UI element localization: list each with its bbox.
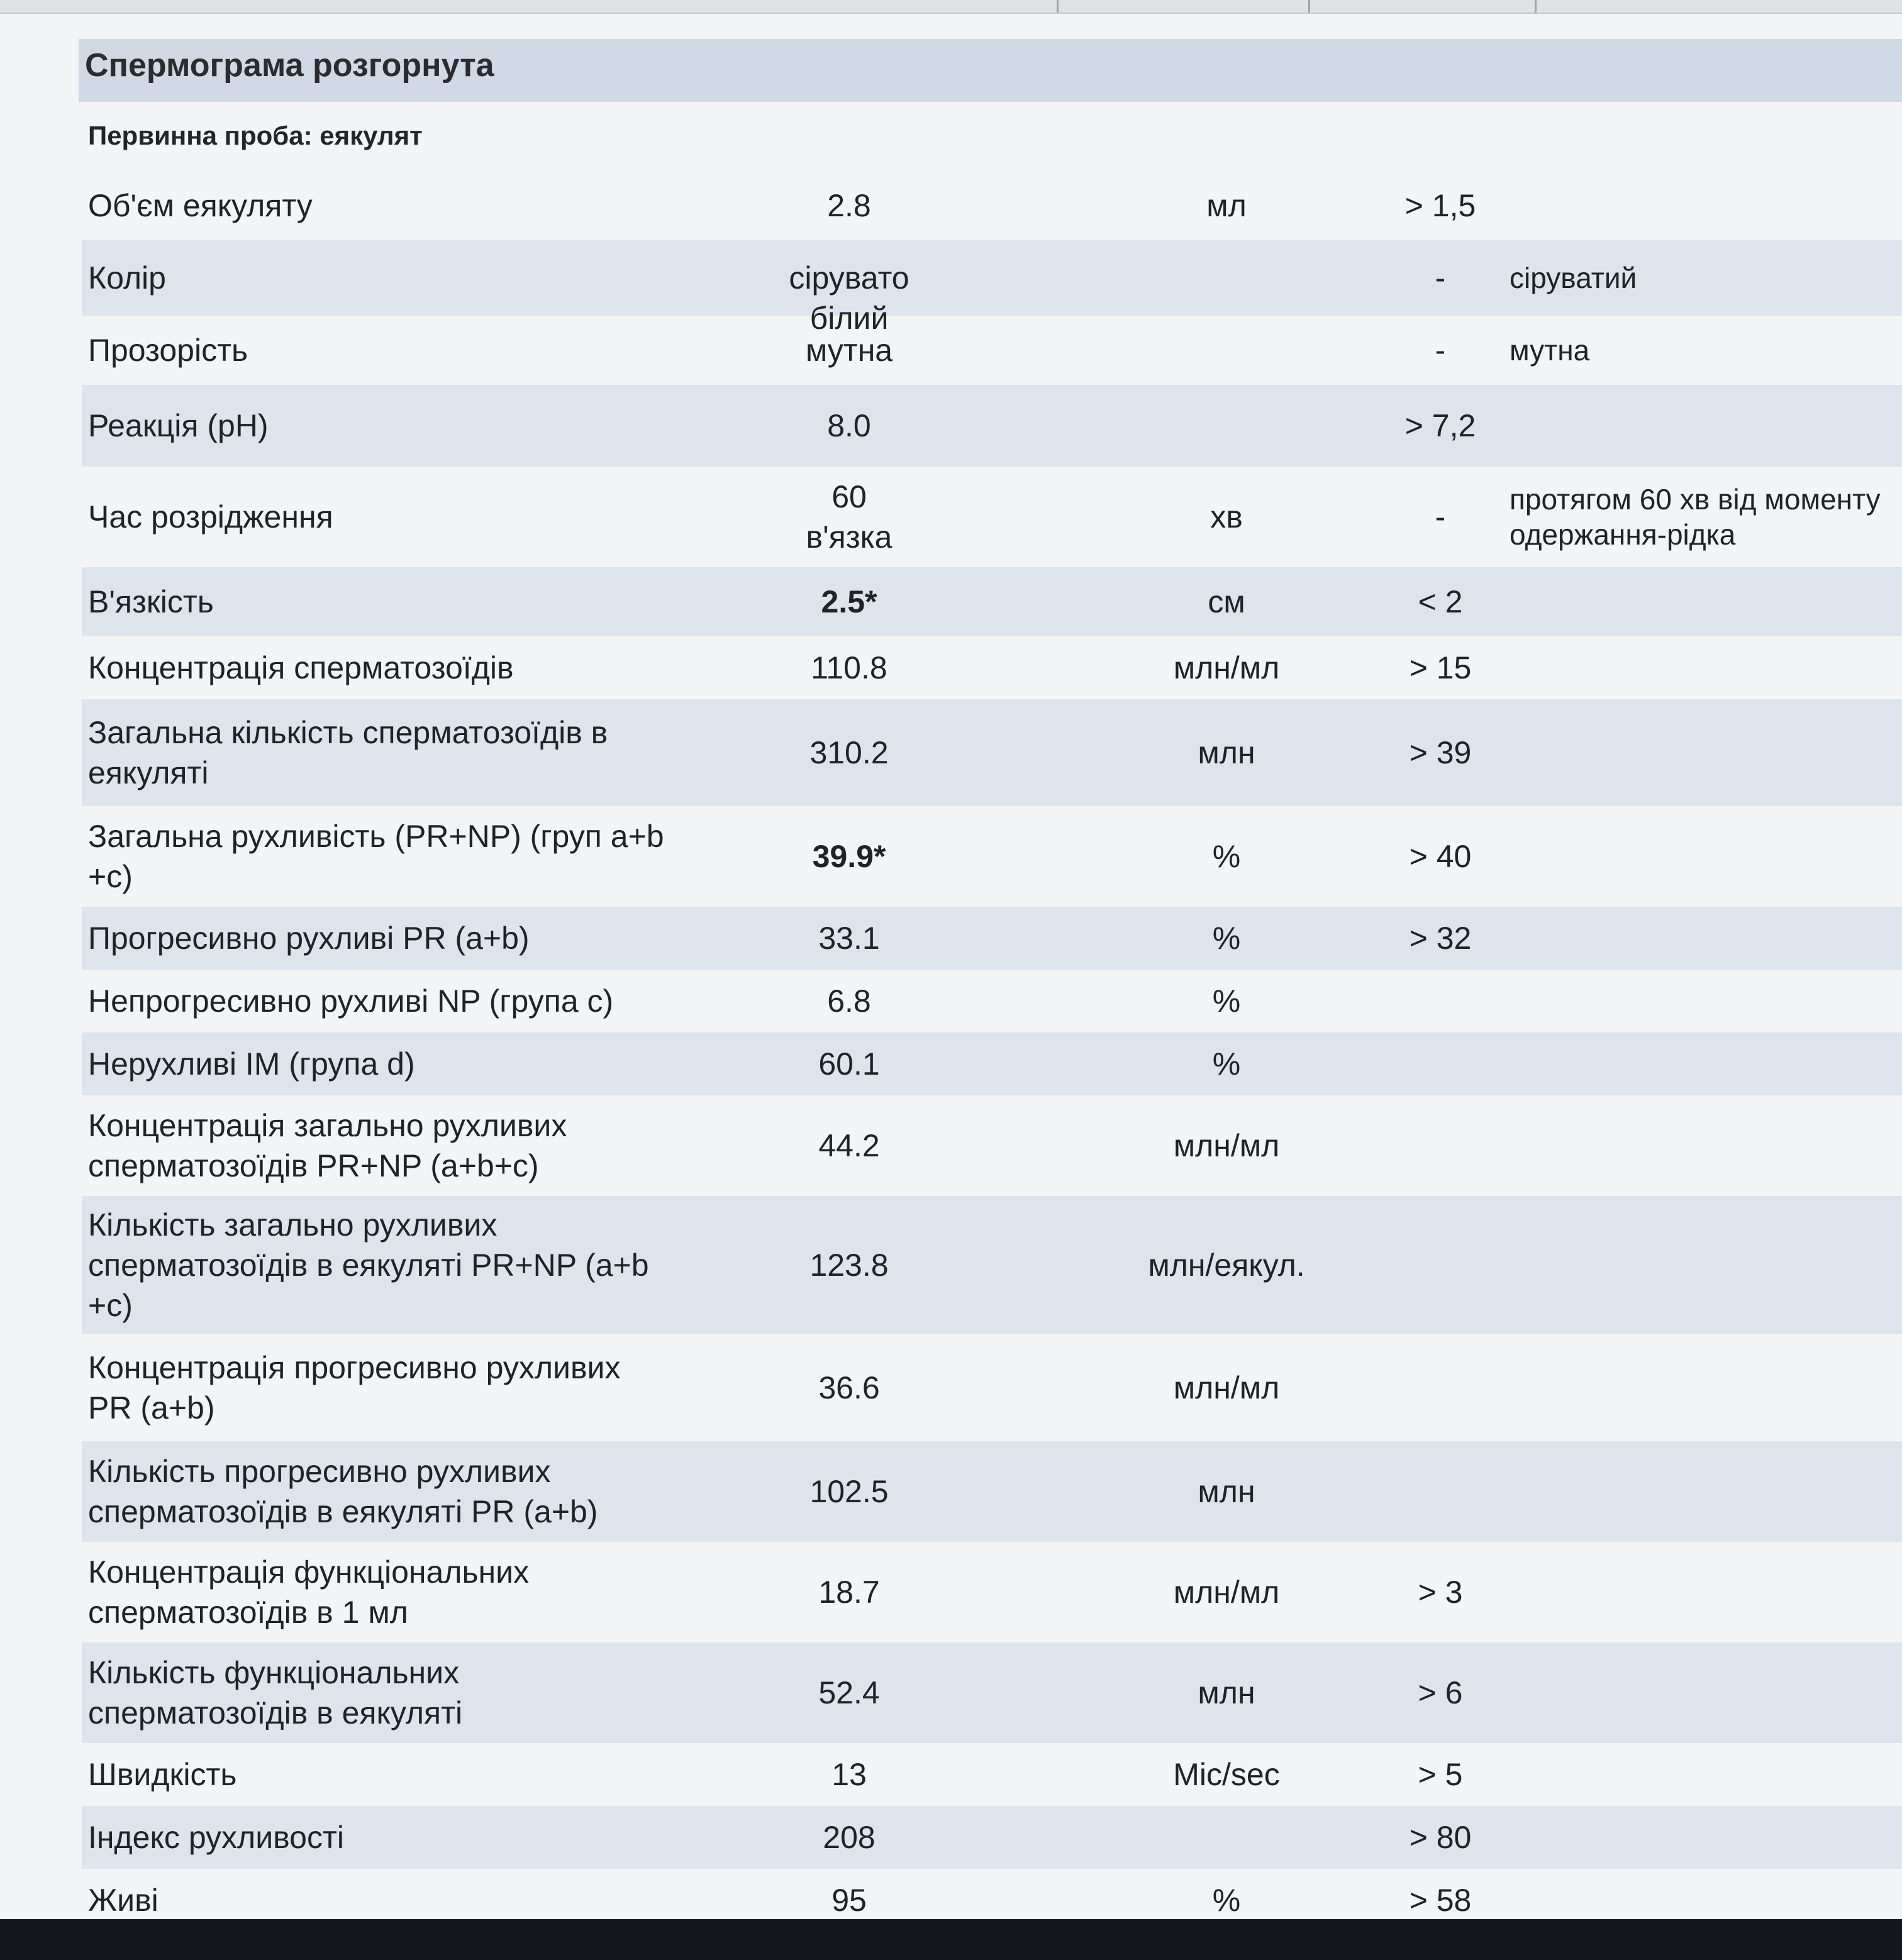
result-value: 44.2: [818, 1128, 880, 1163]
reference-range: -: [1435, 333, 1446, 368]
result-value: 36.6: [818, 1370, 880, 1405]
table-row: [82, 1033, 1902, 1095]
reference-range: > 40: [1409, 839, 1472, 874]
reference-note: мутна: [1510, 334, 1590, 367]
reference-range: > 1,5: [1404, 188, 1476, 223]
table-row: [82, 1806, 1902, 1869]
parameter-name: Концентрація сперматозоїдів: [88, 650, 514, 685]
sample-label: Первинна проба: еякулят: [88, 121, 423, 150]
reference-range: > 39: [1409, 735, 1472, 770]
unit: млн: [1198, 1474, 1255, 1509]
parameter-name: Час розрідження: [88, 499, 333, 534]
table-row: [82, 1441, 1902, 1542]
parameter-name: Реакція (pH): [88, 408, 269, 443]
unit: %: [1212, 921, 1241, 956]
table-row: [82, 970, 1902, 1033]
result-value: 52.4: [818, 1675, 880, 1710]
table-row: [82, 636, 1902, 699]
result-value: сірувато білий: [789, 260, 909, 336]
table-row: [82, 171, 1902, 240]
result-value: 6.8: [827, 983, 871, 1019]
unit: млн: [1198, 735, 1255, 770]
table-row: [82, 699, 1902, 806]
parameter-name: Загальна рухливість (PR+NP) (груп a+b +c): [88, 819, 664, 894]
parameter-name: Непрогресивно рухливі NP (група c): [88, 983, 614, 1019]
reference-range: -: [1435, 499, 1446, 534]
parameter-name: Кількість функціональних сперматозоїдів в еякуляті: [88, 1655, 463, 1730]
unit: млн/еякул.: [1148, 1248, 1305, 1283]
reference-range: < 2: [1418, 584, 1463, 619]
result-value: 102.5: [809, 1474, 889, 1509]
parameter-name: Прозорість: [88, 333, 248, 368]
reference-range: > 58: [1409, 1883, 1472, 1918]
table-row: [82, 1196, 1902, 1334]
parameter-name: Прогресивно рухливі PR (a+b): [88, 921, 530, 956]
result-value: 110.8: [811, 650, 887, 685]
report-sheet: [0, 14, 1902, 1919]
parameter-name: Колір: [88, 260, 166, 296]
result-value: 8.0: [827, 408, 871, 443]
table-row: [82, 567, 1902, 636]
parameter-name: Загальна кількість сперматозоїдів в еякуляті: [88, 715, 608, 790]
parameter-name: Концентрація прогресивно рухливих PR (a+b): [88, 1350, 621, 1426]
unit: мл: [1206, 188, 1247, 223]
reference-note: протягом 60 хв від моменту одержання-рідка: [1510, 483, 1881, 551]
report-title: Спермограма розгорнута: [85, 47, 494, 84]
unit: %: [1212, 1046, 1241, 1082]
unit: %: [1212, 1883, 1241, 1918]
result-value: 123.8: [809, 1248, 889, 1283]
column-divider: [1308, 0, 1310, 13]
table-row: [82, 1334, 1902, 1441]
table-row: [82, 1542, 1902, 1642]
table-row: [82, 467, 1902, 567]
result-value: 208: [823, 1820, 876, 1855]
top-border: [0, 0, 1902, 14]
parameter-name: В'язкість: [88, 584, 214, 619]
parameter-name: Об'єм еякуляту: [88, 188, 313, 223]
unit: %: [1212, 839, 1241, 874]
parameter-name: Нерухливі IM (група d): [88, 1046, 415, 1082]
result-value: 2.8: [827, 188, 871, 223]
parameter-name: Кількість прогресивно рухливих сперматозоїдів в еякуляті PR (a+b): [88, 1454, 598, 1529]
table-row: [82, 316, 1902, 385]
unit: млн/мл: [1173, 1128, 1280, 1163]
reference-range: > 80: [1409, 1820, 1472, 1855]
result-value: 2.5*: [821, 584, 877, 619]
reference-range: -: [1435, 260, 1446, 296]
parameter-name: Концентрація загально рухливих сперматозоїдів PR+NP (a+b+c): [88, 1108, 567, 1183]
result-value: 39.9*: [812, 839, 886, 874]
result-value: 310.2: [809, 735, 889, 770]
screen-bezel: [0, 1919, 1902, 1960]
unit: млн/мл: [1173, 650, 1280, 685]
unit: %: [1212, 983, 1241, 1019]
result-value: 60.1: [818, 1046, 880, 1082]
column-divider: [1057, 0, 1059, 13]
reference-note: сіруватий: [1510, 262, 1637, 294]
result-value: 33.1: [818, 921, 880, 956]
result-value: 95: [831, 1883, 867, 1918]
reference-range: > 32: [1409, 921, 1472, 956]
parameter-name: Концентрація функціональних сперматозоїдів в 1 мл: [88, 1554, 530, 1630]
parameter-name: Кількість загально рухливих сперматозоїдів в еякуляті PR+NP (a+b +c): [88, 1207, 649, 1323]
reference-range: > 5: [1418, 1757, 1463, 1792]
result-value: 60 в'язка: [806, 479, 893, 555]
table-row: [82, 240, 1902, 336]
table-row: [82, 907, 1902, 970]
reference-range: > 7,2: [1404, 408, 1476, 443]
table-row: [82, 1095, 1902, 1196]
reference-range: > 3: [1418, 1575, 1463, 1610]
reference-range: > 6: [1418, 1675, 1463, 1710]
reference-range: > 15: [1409, 650, 1472, 685]
parameter-name: Живі: [88, 1883, 158, 1918]
column-divider: [1535, 0, 1537, 13]
parameter-name: Швидкість: [88, 1757, 237, 1792]
unit: млн/мл: [1173, 1370, 1280, 1405]
unit: см: [1208, 584, 1245, 619]
table-row: [82, 1743, 1902, 1806]
table-row: [82, 385, 1902, 467]
result-value: 18.7: [818, 1575, 880, 1610]
parameter-name: Індекс рухливості: [88, 1820, 344, 1855]
unit: млн: [1198, 1675, 1255, 1710]
result-value: мутна: [805, 333, 893, 368]
result-value: 13: [831, 1757, 867, 1792]
table-row: [82, 1642, 1902, 1743]
unit: млн/мл: [1173, 1575, 1280, 1610]
unit: хв: [1210, 499, 1243, 534]
table-row: [82, 806, 1902, 907]
unit: Mic/sec: [1173, 1757, 1280, 1792]
